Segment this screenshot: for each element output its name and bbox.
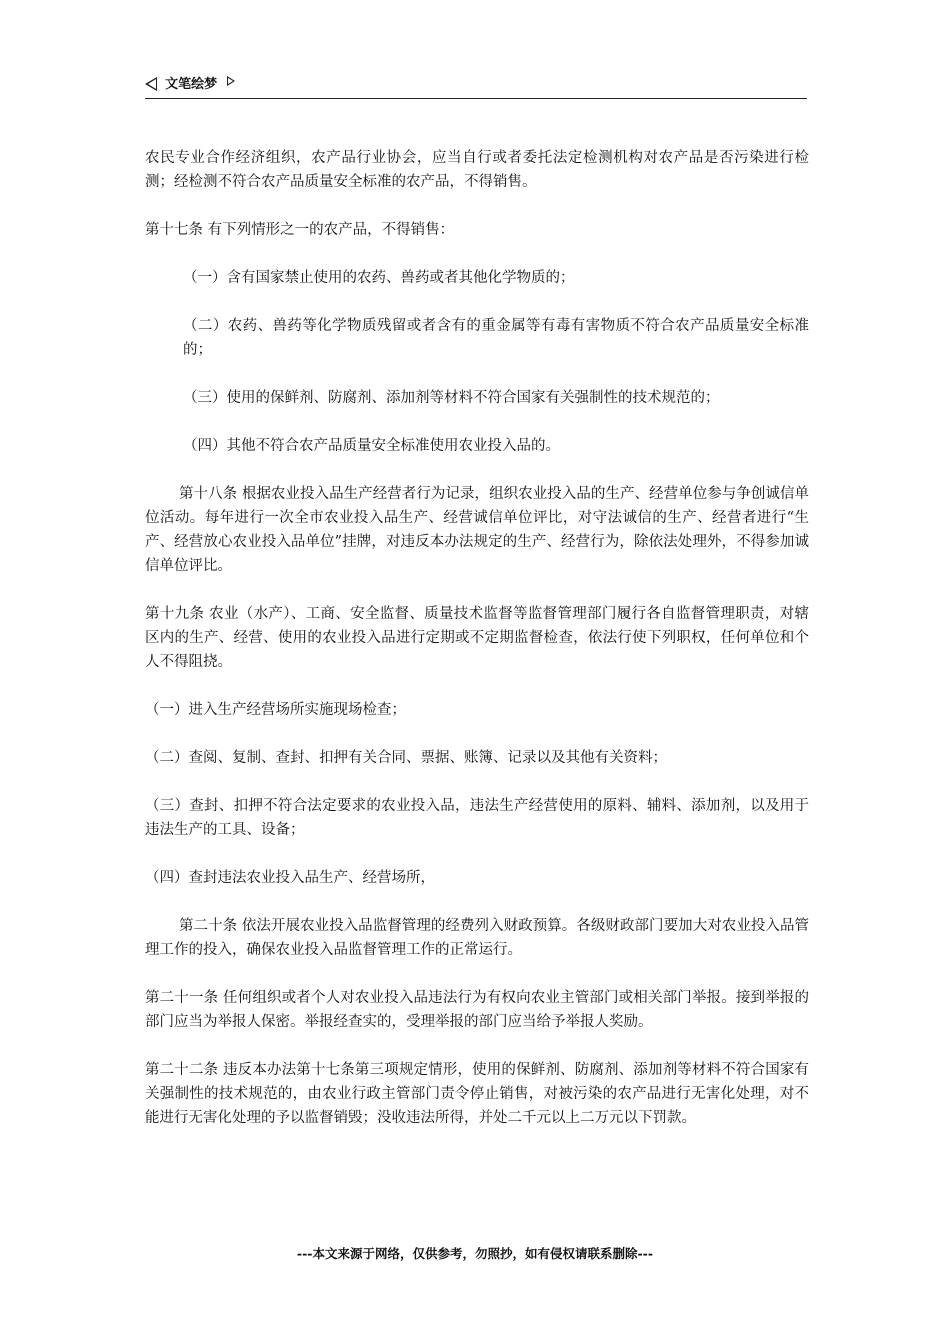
article-22: 第二十二条 违反本办法第十七条第三项规定情形，使用的保鲜剂、防腐剂、添加剂等材料不符合国家有关强制性的技术规范的，由农业行政主管部门责令停止销售，对被污染的农产品进行无害化处理，对不能进行无害化处理的予以监督销毁；没收违法所得，并处二千元以上二万元以下罚款。 (145, 1062, 809, 1126)
article-18: 第十八条 根据农业投入品生产经营者行为记录，组织农业投入品的生产、经营单位参与争创诚信单位活动。每年进行一次全市农业投入品生产、经营诚信单位评比，对守法诚信的生产、经营者进行“生产、经营放心农业投入品单位”挂牌，对违反本办法规定的生产、经营行为，除依法处理外，不得参加诚信单位评比。 (145, 486, 809, 574)
page-header (145, 74, 807, 99)
article-17-item-1: （一）含有国家禁止使用的农药、兽药或者其他化学物质的； (183, 270, 575, 286)
article-21: 第二十一条 任何组织或者个人对农业投入品违法行为有权向农业主管部门或相关部门举报。接到举报的部门应当为举报人保密。举报经查实的，受理举报的部门应当给予举报人奖励。 (145, 990, 809, 1030)
triangle-left-icon (145, 77, 157, 91)
article-17-item-3: （三）使用的保鲜剂、防腐剂、添加剂等材料不符合国家有关强制性的技术规范的； (183, 390, 720, 406)
article-17-item-2: （二）农药、兽药等化学物质残留或者含有的重金属等有毒有害物质不符合农产品质量安全标准的； (183, 318, 809, 358)
article-19: 第十九条 农业（水产）、工商、安全监督、质量技术监督等监督管理部门履行各自监督管理职责，对辖区内的生产、经营、使用的农业投入品进行定期或不定期监督检查，依法行使下列职权，任何单位和个人不得阻挠。 (145, 606, 809, 670)
paragraph-intro: 农民专业合作经济组织，农产品行业协会，应当自行或者委托法定检测机构对农产品是否污染进行检测；经检测不符合农产品质量安全标准的农产品，不得销售。 (145, 150, 809, 190)
article-19-item-3: （三）查封、扣押不符合法定要求的农业投入品，违法生产经营使用的原料、辅料、添加剂，以及用于违法生产的工具、设备； (145, 798, 809, 838)
article-17-title: 第十七条 有下列情形之一的农产品，不得销售： (145, 222, 455, 238)
document-body (145, 146, 809, 1154)
article-19-item-1: （一）进入生产经营场所实施现场检查； (145, 702, 406, 718)
triangle-right-icon (227, 76, 235, 86)
footer-disclaimer: ---本文来源于网络，仅供参考，勿照抄，如有侵权请联系删除--- (296, 1246, 654, 1261)
article-19-item-2: （二）查阅、复制、查封、扣押有关合同、票据、账簿、记录以及其他有关资料； (145, 750, 667, 766)
article-17-item-4: （四）其他不符合农产品质量安全标准使用农业投入品的。 (183, 438, 560, 454)
header-brand: 文笔绘梦 (165, 77, 218, 92)
article-19-item-4: （四）查封违法农业投入品生产、经营场所， (145, 870, 435, 886)
article-20: 第二十条 依法开展农业投入品监督管理的经费列入财政预算。各级财政部门要加大对农业投入品管理工作的投入，确保农业投入品监督管理工作的正常运行。 (145, 918, 809, 958)
